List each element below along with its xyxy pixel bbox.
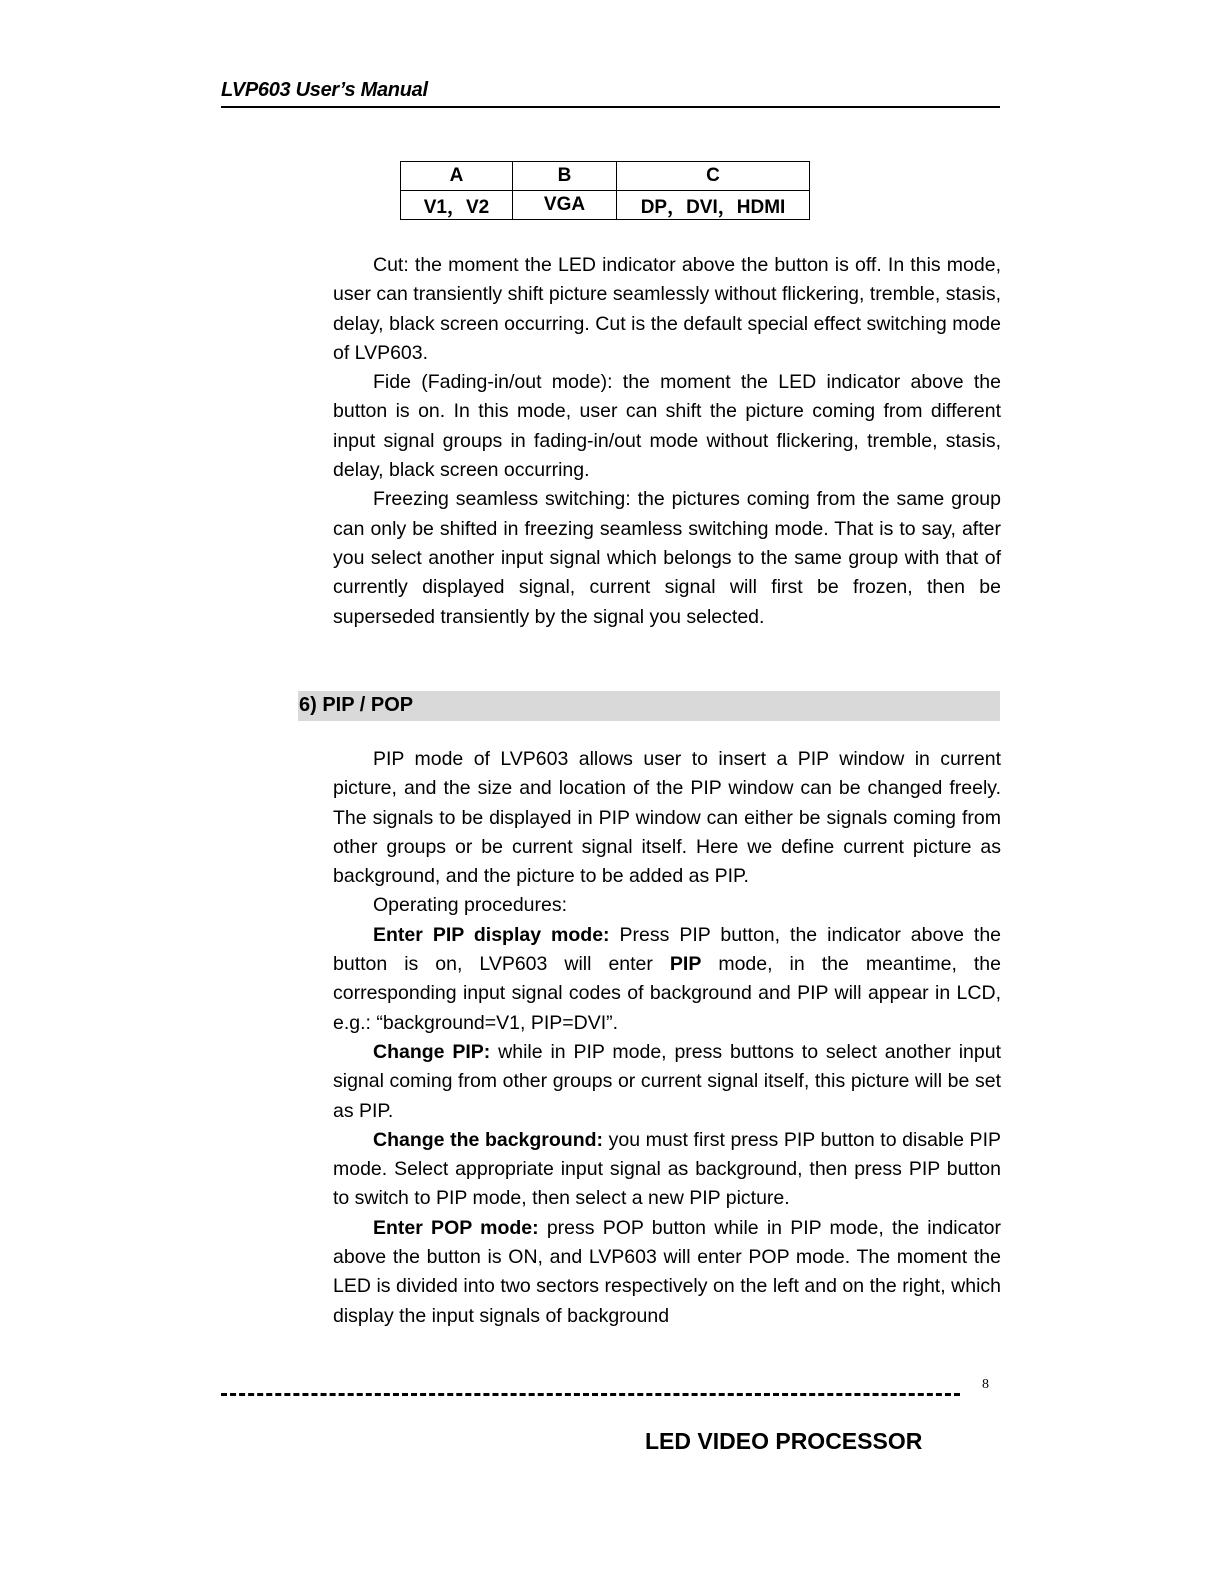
footer-rule (221, 1393, 960, 1396)
table-cell: VGA (513, 191, 617, 220)
table-header-cell: C (617, 162, 810, 191)
table-row (401, 191, 810, 220)
running-header: LVP603 User’s Manual (221, 79, 428, 101)
paragraph-enter-pip (333, 921, 1001, 1038)
table-header-row (401, 162, 810, 191)
switching-modes-text (333, 251, 1001, 632)
paragraph-change-background (333, 1126, 1001, 1214)
footer-title: LED VIDEO PROCESSOR (645, 1428, 923, 1454)
paragraph-freezing: Freezing seamless switching: the pictures coming from the same group can only be shifted in freezing seamless switching mode. That is to say, after you select another input signal which belongs to the same group with that of currently displayed signal, current signal will first be frozen, then be superseded transiently by the signal you selected. (333, 488, 1001, 628)
paragraph-fide: Fide (Fading-in/out mode): the moment the LED indicator above the button is on. In this mode, user can shift the picture coming from different input signal groups in fading-in/out mode without flickering, tremble, stasis, delay, black screen occurring. (333, 371, 1001, 482)
enter-pip-label: Enter PIP display mode: (373, 923, 610, 946)
header-rule (221, 106, 1000, 108)
table-header-cell: A (401, 162, 513, 191)
enter-pip-bold: PIP (669, 953, 702, 976)
change-pip-label: Change PIP: (373, 1040, 491, 1063)
change-background-label: Change the background: (373, 1128, 604, 1151)
change-background-text: you must first press PIP button to disable PIP mode. Select appropriate input signal as background, then press PIP button to switch to PIP mode, then select a new PIP picture. (333, 1128, 1001, 1210)
table-header-cell: B (513, 162, 617, 191)
change-pip-text: while in PIP mode, press buttons to select another input signal coming from other groups or current signal itself, this picture will be set as PIP. (333, 1040, 1001, 1122)
paragraph-enter-pop (333, 1214, 1001, 1331)
table-cell: V1，V2 (401, 191, 513, 220)
table-cell: DP，DVI，HDMI (617, 191, 810, 220)
paragraph-pip-intro: PIP mode of LVP603 allows user to insert a PIP window in current picture, and the size and location of the PIP window can be changed freely. The signals to be displayed in PIP window can either be signals coming from other groups or be current signal itself. Here we define current picture as background, and the picture to be added as PIP. (333, 748, 1001, 888)
pip-pop-text (333, 745, 1001, 1331)
enter-pip-text-2: mode, in the meantime, the corresponding input signal codes of background and PIP will appear in LCD, e.g.: “background=V1, PIP=DVI”. (333, 953, 1001, 1034)
enter-pop-text: press POP button while in PIP mode, the indicator above the button is ON, and LVP603 will enter POP mode. The moment the LED is divided into two sectors respectively on the left and on the right, which display the input signals of background (333, 1216, 1001, 1327)
signal-group-table (400, 161, 810, 220)
section-heading: 6) PIP / POP (299, 694, 414, 716)
paragraph-cut: Cut: the moment the LED indicator above the button is off. In this mode, user can transiently shift picture seamlessly without flickering, tremble, stasis, delay, black screen occurring. Cut is the default special effect switching mode of LVP603. (333, 254, 1001, 364)
enter-pop-label: Enter POP mode: (373, 1216, 539, 1239)
paragraph-operating: Operating procedures: (373, 894, 568, 917)
paragraph-change-pip (333, 1038, 1001, 1126)
enter-pip-text-1: Press PIP button, the indicator above the button is on, LVP603 will enter (333, 923, 1002, 976)
page-number: 8 (982, 1377, 989, 1392)
